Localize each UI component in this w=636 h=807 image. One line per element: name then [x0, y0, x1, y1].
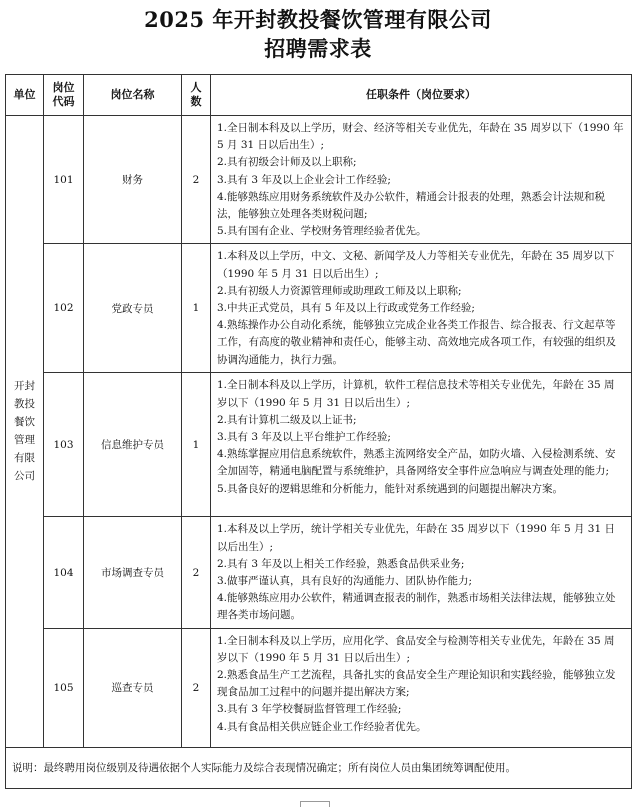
position-count: 2: [182, 517, 211, 628]
header-name: 岗位名称: [84, 75, 182, 116]
position-code: 101: [44, 116, 84, 244]
document-title-line1: 2025 年开封教投餐饮管理有限公司: [144, 7, 492, 32]
header-requirements: 任职条件（岗位要求）: [211, 75, 632, 116]
position-name: 党政专员: [84, 244, 182, 373]
header-code: 岗位代码: [44, 75, 84, 116]
position-count: 2: [182, 628, 211, 747]
position-code: 105: [44, 628, 84, 747]
unit-name: 开封教投餐饮管理有限公司: [14, 380, 35, 483]
requirement-item: 1.全日制本科及以上学历，财会、经济等相关专业优先，年龄在 35 周岁以下（1990 年 5 月 31 日以后出生）;: [217, 122, 624, 152]
requirement-item: 1.全日制本科及以上学历，计算机，软件工程信息技术等相关专业优先，年龄在 35 周岁以下（1990 年 5 月 31 日以后出生）;: [217, 379, 615, 409]
requirement-item: 5.具备良好的逻辑思维和分析能力，能针对系统遇到的问题提出解决方案。: [217, 482, 564, 495]
requirement-item: 1.本科及以上学历，统计学相关专业优先，年龄在 35 周岁以下（1990 年 5 月 31 日以后出生）;: [217, 523, 616, 553]
requirement-item: 3.中共正式党员，具有 5 年及以上行政或党务工作经验;: [217, 302, 475, 315]
requirements-cell: [211, 244, 632, 373]
page-tab: [300, 801, 330, 807]
position-name: 巡查专员: [84, 628, 182, 747]
position-count: 1: [182, 244, 211, 373]
requirement-item: 4.具有食品相关供应链企业工作经验者优先。: [217, 720, 427, 733]
position-name: 市场调查专员: [84, 517, 182, 628]
position-code: 102: [44, 244, 84, 373]
position-name: 财务: [84, 116, 182, 244]
table-row: [6, 517, 632, 628]
note-row: [6, 747, 632, 788]
document-title-line2: 招聘需求表: [264, 36, 372, 61]
header-count: 人数: [182, 75, 211, 116]
position-name: 信息维护专员: [84, 373, 182, 517]
table-header-row: [6, 75, 632, 116]
requirement-item: 4.熟练掌握应用信息系统软件，熟悉主流网络安全产品，如防火墙、入侵检测系统、安全加固等，精通电脑配置与系统维护，具备网络安全事件应急响应与调查处理的能力;: [217, 448, 616, 478]
position-count: 2: [182, 116, 211, 244]
position-count: 1: [182, 373, 211, 517]
recruitment-table: [5, 74, 632, 789]
requirement-item: 1.本科及以上学历，中文、文秘、新闻学及人力等相关专业优先，年龄在 35 周岁以下（1990 年 5 月 31 日以后出生）;: [217, 250, 615, 280]
requirement-item: 4.熟练操作办公自动化系统，能够独立完成企业各类工作报告、综合报表、行文起草等工作，有高度的敬业精神和责任心，能够主动、高效地完成各项工作，有较强的组织及协调沟通能力，执行力强。: [217, 319, 616, 366]
requirement-item: 2.具有计算机二级及以上证书;: [217, 413, 357, 426]
requirement-item: 2.具有初级人力资源管理师或助理政工师及以上职称;: [217, 284, 462, 297]
table-row: [6, 628, 632, 747]
requirements-cell: [211, 116, 632, 244]
requirement-item: 1.全日制本科及以上学历，应用化学、食品安全与检测等相关专业优先，年龄在 35 周岁以下（1990 年 5 月 31 日以后出生）;: [217, 634, 615, 664]
requirements-cell: [211, 517, 632, 628]
position-code: 103: [44, 373, 84, 517]
table-row: [6, 373, 632, 517]
note-text: 说明：最终聘用岗位级别及待遇依据个人实际能力及综合表现情况确定；所有岗位人员由集团统筹调配使用。: [6, 747, 632, 788]
requirement-item: 4.能够熟练应用办公软件，精通调查报表的制作，熟悉市场相关法律法规，能够独立处理各类市场问题。: [217, 592, 616, 622]
requirement-item: 3.具有 3 年及以上企业会计工作经验;: [217, 173, 391, 186]
unit-name-cell: [6, 116, 44, 748]
table-row: [6, 244, 632, 373]
requirement-item: 3.具有 3 年及以上平台维护工作经验;: [217, 431, 391, 444]
table-row: [6, 116, 632, 244]
position-code: 104: [44, 517, 84, 628]
requirement-item: 4.能够熟练应用财务系统软件及办公软件，精通会计报表的处理，熟悉会计法规和税法，能够独立处理各类财税问题;: [217, 190, 606, 221]
requirement-item: 5.具有国有企业、学校财务管理经验者优先。: [217, 225, 427, 238]
requirement-item: 3.做事严谨认真，具有良好的沟通能力、团队协作能力;: [217, 575, 473, 588]
requirement-item: 2.具有初级会计师及以上职称;: [217, 156, 357, 169]
requirements-cell: [211, 628, 632, 747]
requirement-item: 2.具有 3 年及以上相关工作经验，熟悉食品供采业务;: [217, 557, 465, 570]
requirement-item: 3.具有 3 年学校餐厨监督管理工作经验;: [217, 703, 402, 716]
header-unit: 单位: [6, 75, 44, 116]
requirement-item: 2.熟悉食品生产工艺流程，具备扎实的食品安全生产理论知识和实践经验，能够独立发现食品加工过程中的问题并提出解决方案;: [217, 669, 616, 699]
requirements-cell: [211, 373, 632, 517]
